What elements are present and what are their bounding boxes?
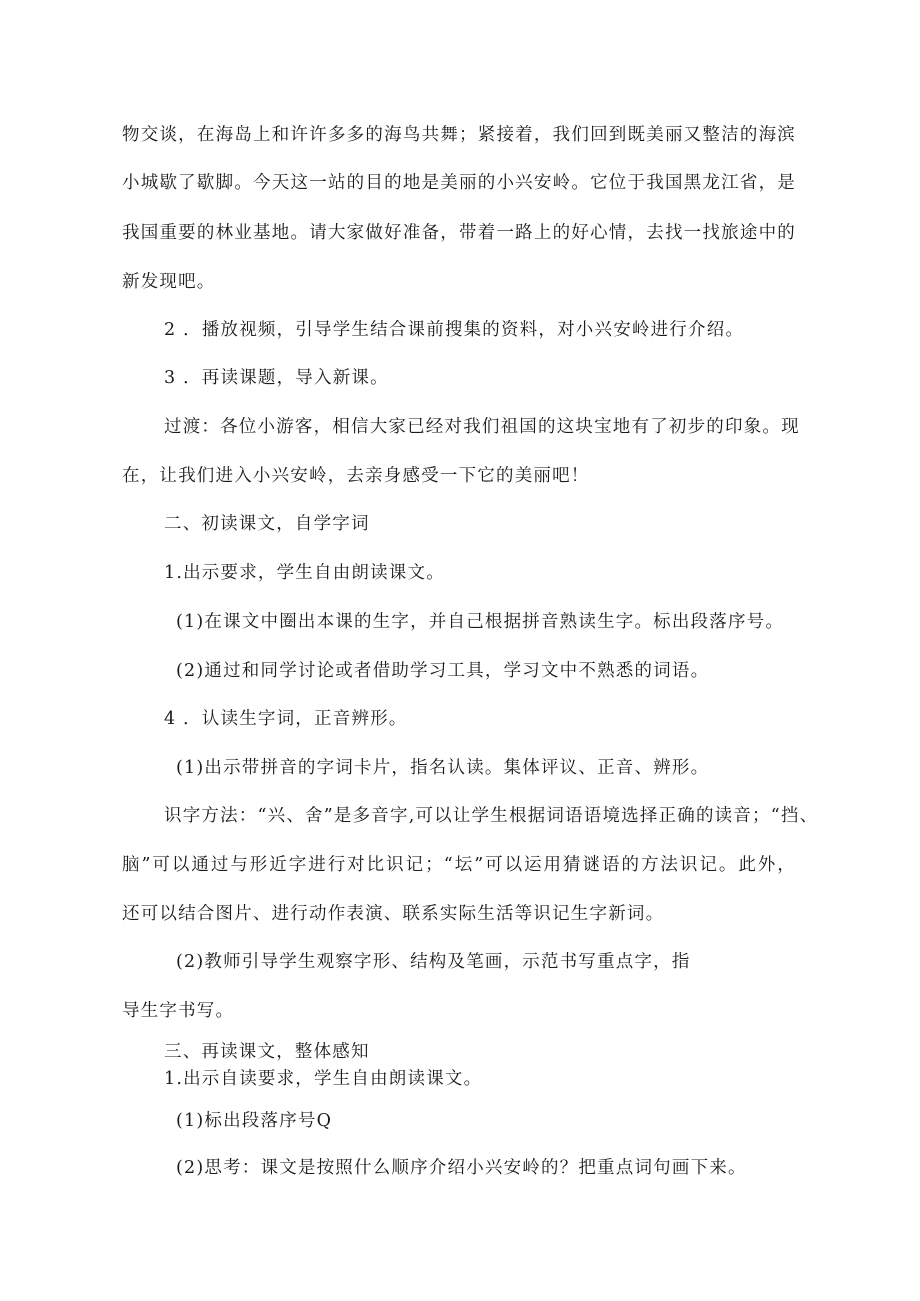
list-item: (2)教师引导学生观察字形、结构及笔画，示范书写重点字，指 [176, 952, 691, 972]
paragraph-line: 导生字书写。 [122, 1001, 235, 1021]
list-item: 3 ．再读课题，导入新课。 [164, 368, 389, 388]
list-item: 1.出示要求，学生自由朗读课文。 [164, 563, 445, 583]
list-item: 2 ．播放视频，引导学生结合课前搜集的资料，对小兴安岭进行介绍。 [164, 320, 745, 340]
paragraph-line: 我国重要的林业基地。请大家做好准备，带着一路上的好心情，去找一找旅途中的 [122, 223, 796, 243]
list-item: 1.出示自读要求，学生自由朗读课文。 [164, 1069, 483, 1089]
section-heading: 三、再读课文，整体感知 [164, 1042, 370, 1062]
paragraph-line: 在，让我们进入小兴安岭，去亲身感受一下它的美丽吧！ [122, 466, 590, 486]
list-item: (1)标出段落序号Q [176, 1111, 333, 1131]
list-item: 4 ．认读生字词，正音辨形。 [164, 709, 408, 729]
list-item: (2)通过和同学讨论或者借助学习工具，学习文中不熟悉的词语。 [176, 661, 710, 681]
paragraph-line: 小城歇了歇脚。今天这一站的目的地是美丽的小兴安岭。它位于我国黑龙江省，是 [122, 173, 796, 193]
paragraph-line: 脑”可以通过与形近字进行对比识记；“坛”可以运用猜谜语的方法识记。此外， [122, 855, 796, 875]
paragraph-line: 新发现吧。 [122, 272, 216, 292]
paragraph-line: 还可以结合图片、进行动作表演、联系实际生活等识记生字新词。 [122, 904, 665, 924]
list-item: (2)思考：课文是按照什么顺序介绍小兴安岭的？把重点词句画下来。 [176, 1158, 747, 1178]
paragraph-line: 物交谈，在海岛上和许许多多的海鸟共舞；紧接着，我们回到既美丽又整洁的海滨 [122, 125, 796, 145]
list-item: (1)出示带拼音的字词卡片，指名认读。集体评议、正音、辨形。 [176, 758, 710, 778]
paragraph-line: 过渡：各位小游客，相信大家已经对我们祖国的这块宝地有了初步的印象。现 [164, 417, 800, 437]
list-item: (1)在课文中圈出本课的生字，并自己根据拼音熟读生字。标出段落序号。 [176, 612, 785, 632]
paragraph-line: 识字方法：“兴、舍”是多音字,可以让学生根据词语语境选择正确的读音；“挡、 [164, 806, 819, 826]
section-heading: 二、初读课文，自学字词 [164, 514, 370, 534]
